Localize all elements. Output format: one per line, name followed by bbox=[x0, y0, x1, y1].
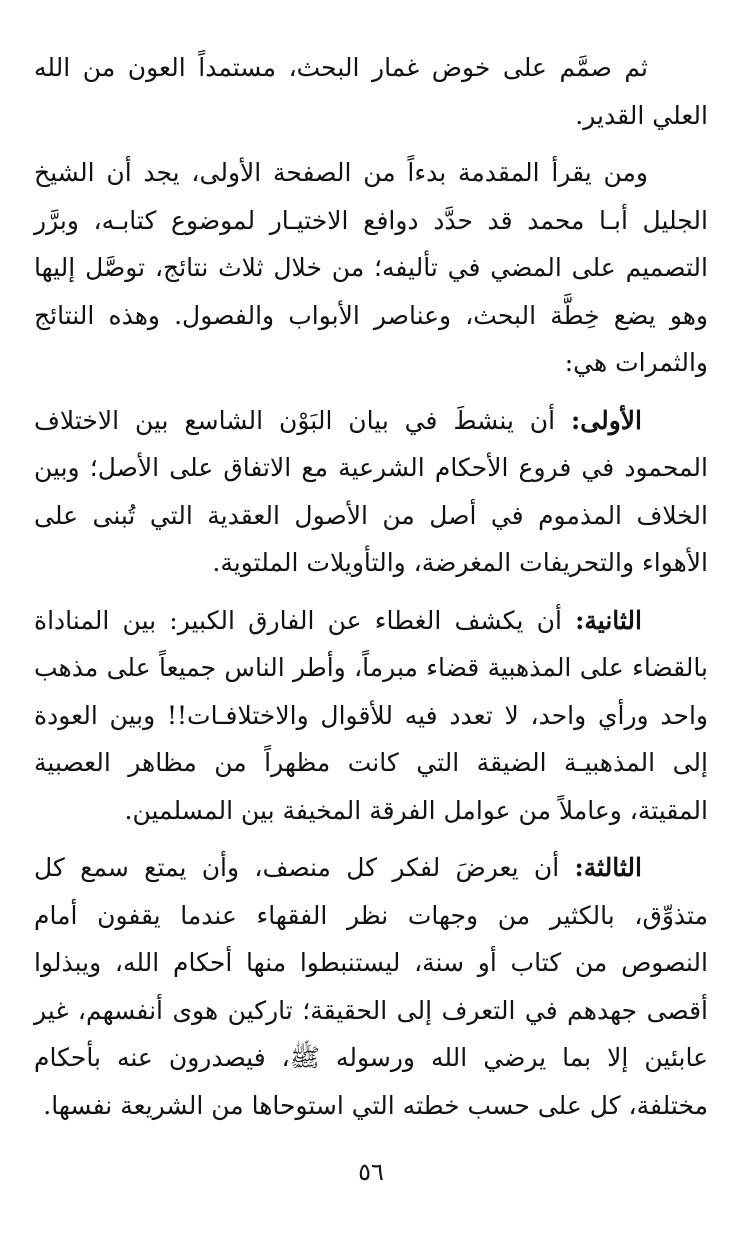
second-result-text: أن يكشف الغطاء عن الفارق الكبير: بين المناداة بالقضاء على المذهبية قضاء مبرماً، وأطر الناس جميعاً على مذهب واحد ورأي واحد، لا تعدد فيه للأقوال والاختلافـات!! وبين العودة إلى المذهبيـة الضيقة التي كانت مظهراً من مظاهر العصبية المقيتة، وعاملاً من عوامل الفرقة المخيفة بين المسلمين. bbox=[34, 605, 708, 825]
third-result-text: أن يعرضَ لفكر كل منصف، وأن يمتع سمع كل متذوِّق، بالكثير من وجهات نظر الفقهاء عندما يقفون أمام النصوص من كتاب أو سنة، ليستنبطوا منها أحكام الله، ويبذلوا أقصى جهدهم في التعرف إلى الحقيقة؛ تاركين هوى أنفسهم، غير عابئين إلا بما يرضي الله ورسوله ﷺ، فيصدرون عنه بأحكام مختلفة، كل على حسب خطته التي استوحاها من الشريعة نفسها. bbox=[34, 853, 708, 1120]
paragraph-second-result bbox=[34, 597, 708, 835]
paragraph-1 bbox=[34, 44, 708, 139]
paragraph-first-result bbox=[34, 397, 708, 587]
paragraph-2-text: ومن يقرأ المقدمة بدءاً من الصفحة الأولى، يجد أن الشيخ الجليل أبـا محمد قد حدَّد دوافع الاختيـار لموضوع كتابـه، وبرَّر التصميم على المضي في تأليفه؛ من خلال ثلاث نتائج، توصَّل إليها وهو يضع خِطَّة البحث، وعناصر الأبواب والفصول. وهذه النتائج والثمرات هي: bbox=[34, 158, 708, 377]
first-result-heading: الأولى: bbox=[571, 405, 642, 435]
paragraph-2 bbox=[34, 149, 708, 387]
page-body bbox=[34, 44, 708, 1184]
third-result-heading: الثالثة: bbox=[574, 853, 642, 882]
second-result-heading: الثانية: bbox=[575, 605, 642, 635]
paragraph-third-result bbox=[34, 844, 708, 1129]
paragraph-1-text: ثم صمَّم على خوض غمار البحث، مستمداً العون من الله العلي القدير. bbox=[34, 53, 708, 130]
page-number: ٥٦ bbox=[358, 1158, 384, 1186]
first-result-text: أن ينشطَ في بيان البَوْن الشاسع بين الاختلاف المحمود في فروع الأحكام الشرعية مع الاتفاق على الأصل؛ وبين الخلاف المذموم في أصل من الأصول العقدية التي تُبنى على الأهواء والتحريفات المغرضة، والتأويلات الملتوية. bbox=[34, 405, 708, 577]
